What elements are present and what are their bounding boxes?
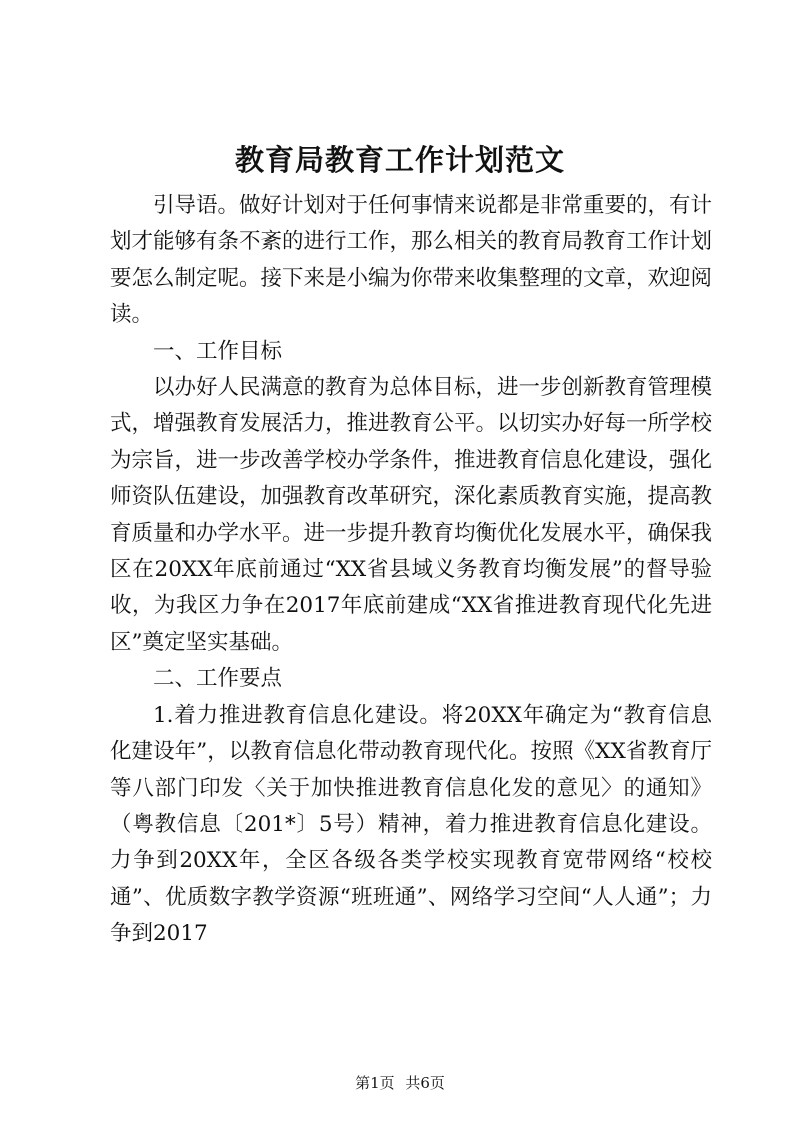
key-point-1-paragraph: 1.着力推进教育信息化建设。将20XX年确定为“教育信息化建设年”，以教育信息化带动教育现代化。按照《XX省教育厅等八部门印发〈关于加快推进教育信息化发的意见〉的通知》（粤教信息〔201*〕5号）精神，着力推进教育信息化建设。力争到20XX年，全区各级各类学校实现教育宽带网络“校校通”、优质数字教学资源“班班通”、网络学习空间“人人通”；力争到2017 — [110, 702, 712, 947]
section-heading-key-points: 二、工作要点 — [153, 666, 283, 692]
document-title: 教育局教育工作计划范文 — [234, 143, 565, 177]
page-total: 共6页 — [405, 1074, 445, 1092]
document-body — [110, 188, 712, 953]
page-number: 第1页 — [355, 1074, 395, 1092]
page-footer — [0, 1073, 800, 1093]
goals-paragraph: 以办好人民满意的教育为总体目标，进一步创新教育管理模式，增强教育发展活力，推进教育公平。以切实办好每一所学校为宗旨，进一步改善学校办学条件，推进教育信息化建设，强化师资队伍建设，加强教育改革研究，深化素质教育实施，提高教育质量和办学水平。进一步提升教育均衡优化发展水平，确保我区在20XX年底前通过“XX省县域义务教育均衡发展”的督导验收，为我区力争在2017年底前建成“XX省推进教育现代化先进区”奠定坚实基础。 — [110, 375, 713, 655]
section-heading-goals: 一、工作目标 — [153, 338, 283, 364]
intro-paragraph: 引导语。做好计划对于任何事情来说都是非常重要的，有计划才能够有条不紊的进行工作，那么相关的教育局教育工作计划要怎么制定呢。接下来是小编为你带来收集整理的文章，欢迎阅读。 — [110, 193, 713, 328]
